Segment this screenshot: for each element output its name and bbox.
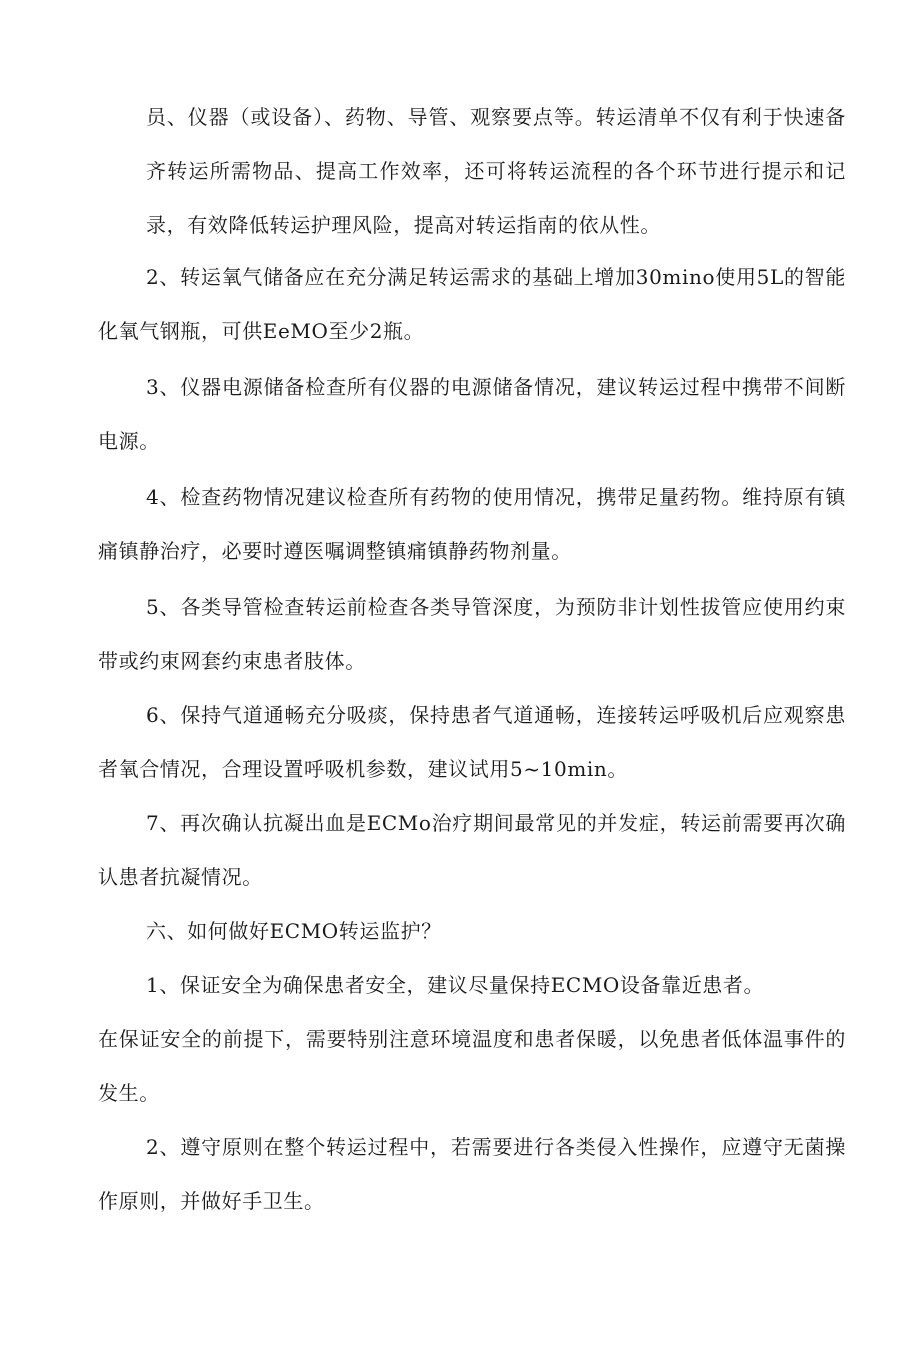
paragraph-temperature: 在保证安全的前提下，需要特别注意环境温度和患者保暖，以免患者低体温事件的发生。 [98,1027,846,1105]
paragraph-principles: 2、遵守原则在整个转运过程中，若需要进行各类侵入性操作，应遵守无菌操作原则，并做好手卫生。 [98,1135,846,1213]
paragraph-oxygen-reserve: 2、转运氧气储备应在充分满足转运需求的基础上增加30mino使用5L的智能化氧气钢瓶，可供EeMO至少2瓶。 [98,265,846,343]
paragraph-catheter-check: 5、各类导管检查转运前检查各类导管深度，为预防非计划性拔管应使用约束带或约束网套约束患者肢体。 [98,595,846,673]
paragraph-power-reserve: 3、仪器电源储备检查所有仪器的电源储备情况，建议转运过程中携带不间断电源。 [98,375,846,453]
section-heading-monitoring: 六、如何做好ECMO转运监护？ [146,919,442,943]
paragraph-drug-check: 4、检查药物情况建议检查所有药物的使用情况，携带足量药物。维持原有镇痛镇静治疗，必要时遵医嘱调整镇痛镇静药物剂量。 [98,485,846,563]
paragraph-safety: 1、保证安全为确保患者安全，建议尽量保持ECMO设备靠近患者。 [146,973,765,997]
paragraph-anticoagulation: 7、再次确认抗凝出血是ECMo治疗期间最常见的并发症，转运前需要再次确认患者抗凝情况。 [98,811,846,889]
paragraph-checklist: 员、仪器（或设备）、药物、导管、观察要点等。转运清单不仅有利于快速备齐转运所需物品、提高工作效率，还可将转运流程的各个环节进行提示和记录，有效降低转运护理风险，提高对转运指南的依从性。 [146,105,846,237]
paragraph-airway: 6、保持气道通畅充分吸痰，保持患者气道通畅，连接转运呼吸机后应观察患者氧合情况，合理设置呼吸机参数，建议试用5~10min。 [98,703,846,781]
